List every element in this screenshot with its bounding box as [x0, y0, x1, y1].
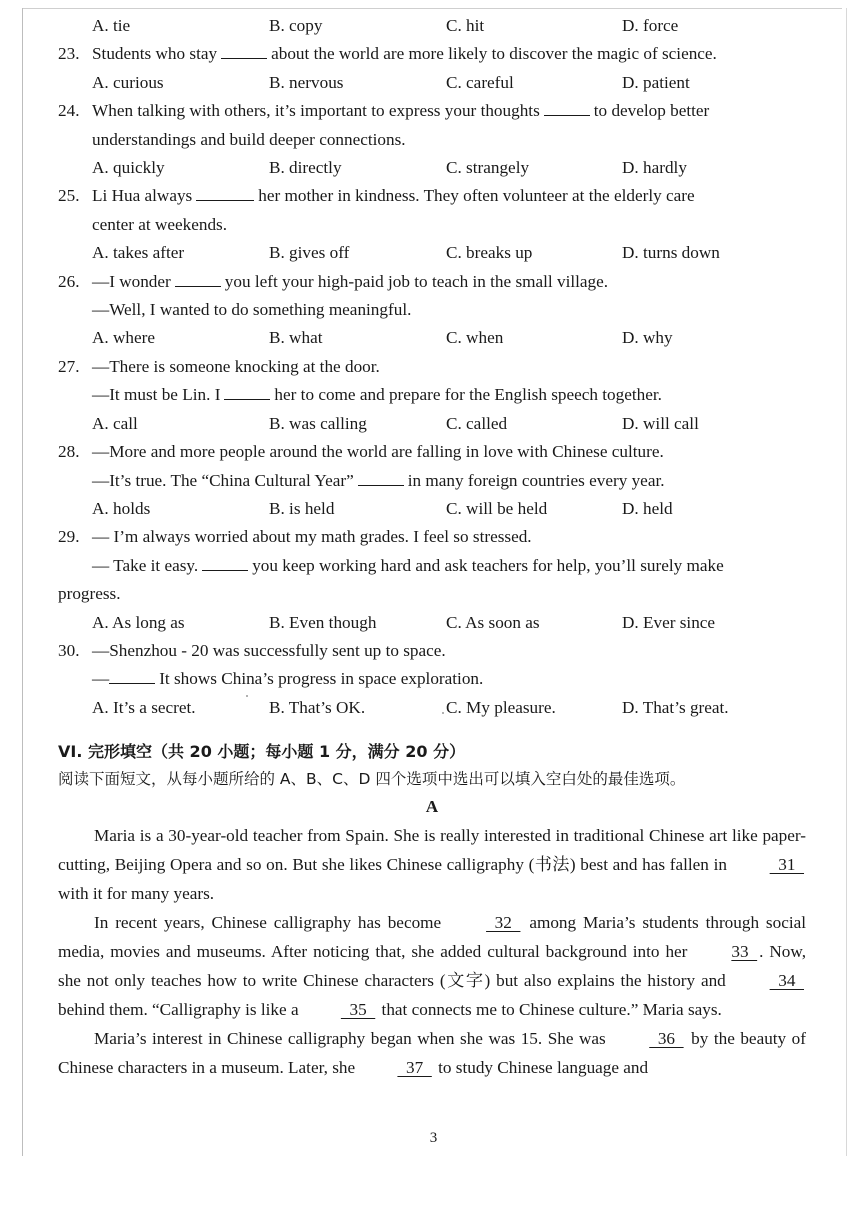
question-options: [58, 609, 806, 637]
option-d[interactable]: D. turns down: [622, 243, 720, 263]
cloze-blank-33[interactable]: 33: [731, 942, 758, 962]
question-26: [58, 268, 806, 353]
question-options: [58, 69, 806, 97]
answer-blank[interactable]: [358, 469, 404, 486]
page-border-right: [846, 8, 847, 1156]
question-text-continued: understandings and build deeper connections.: [92, 129, 406, 149]
page-number: 3: [429, 1130, 438, 1146]
option-a[interactable]: A. where: [92, 328, 155, 348]
cloze-blank-34[interactable]: 34: [769, 971, 804, 991]
option-b[interactable]: B. That’s OK.: [269, 697, 366, 717]
question-24: [58, 97, 806, 182]
question-text-continued: progress.: [58, 584, 121, 604]
exam-content: [58, 12, 806, 1082]
scan-speck: [442, 712, 444, 714]
answer-blank[interactable]: [109, 667, 155, 684]
option-c[interactable]: C. when: [446, 328, 504, 348]
option-b[interactable]: B. copy: [269, 16, 323, 35]
option-c[interactable]: C. will be held: [446, 498, 548, 518]
option-a[interactable]: A. holds: [92, 498, 151, 518]
answer-blank[interactable]: [175, 270, 221, 287]
dialogue-line: —There is someone knocking at the door.: [92, 356, 380, 376]
option-a[interactable]: A. quickly: [92, 158, 165, 178]
question-options: [58, 694, 806, 722]
question-text: —It must be Lin. I her to come and prepare for the English speech together.: [92, 385, 662, 405]
question-options: [58, 324, 806, 352]
option-b[interactable]: B. Even though: [269, 612, 377, 632]
answer-blank[interactable]: [544, 99, 590, 116]
question-25: [58, 182, 806, 267]
question-number: 23.: [58, 44, 80, 64]
option-c[interactable]: C. strangely: [446, 158, 530, 178]
option-c[interactable]: C. My pleasure.: [446, 697, 556, 717]
dialogue-line: —More and more people around the world are falling in love with Chinese culture.: [92, 442, 664, 462]
option-c[interactable]: C. breaks up: [446, 243, 533, 263]
option-a[interactable]: A. It’s a secret.: [92, 697, 196, 717]
question-30: [58, 637, 806, 722]
question-options: [58, 239, 806, 267]
page-border-top: [22, 8, 842, 9]
option-b[interactable]: B. was calling: [269, 413, 367, 433]
option-c[interactable]: C. hit: [446, 16, 485, 35]
option-a[interactable]: A. curious: [92, 72, 164, 92]
passage-paragraph-2: In recent years, Chinese calligraphy has become 32 among Maria’s students through social media, movies and museums. After noticing that, she added cultural background into her 33 . Now, she not only teaches how to write Chinese characters (文字) but also explains the history and 34 behind them. “Calligraphy is like a 35 that connects me to Chinese culture.” Maria says.: [58, 908, 806, 1024]
option-c[interactable]: C. As soon as: [446, 612, 540, 632]
option-d[interactable]: D. Ever since: [622, 612, 716, 632]
section-heading: VI. 完形填空（共 20 小题；每小题 1 分，满分 20 分）: [58, 742, 466, 762]
answer-blank[interactable]: [224, 383, 270, 400]
option-d[interactable]: D. force: [622, 16, 679, 35]
q22-options: [58, 12, 806, 40]
page-border-left: [22, 8, 23, 1156]
question-text-continued: center at weekends.: [92, 214, 228, 234]
passage-paragraph-1: Maria is a 30-year-old teacher from Spain. She is really interested in traditional Chinese art like paper-cutting, Beijing Opera and so on. But she likes Chinese calligraphy (书法) best and has fallen in 31 with it for many years.: [58, 826, 806, 904]
option-b[interactable]: B. what: [269, 328, 323, 348]
option-a[interactable]: A. As long as: [92, 612, 185, 632]
answer-blank[interactable]: [202, 554, 248, 571]
question-number: 27.: [58, 356, 80, 376]
option-b[interactable]: B. is held: [269, 498, 335, 518]
question-text: — It shows China’s progress in space exploration.: [92, 669, 484, 689]
question-number: 25.: [58, 186, 80, 206]
question-23: [58, 40, 806, 97]
cloze-blank-35[interactable]: 35: [340, 1000, 376, 1020]
option-d[interactable]: D. hardly: [622, 158, 687, 178]
question-options: [58, 495, 806, 523]
question-number: 26.: [58, 271, 80, 291]
question-28: [58, 438, 806, 523]
dialogue-line: —Shenzhou - 20 was successfully sent up to space.: [92, 640, 446, 660]
question-number: 24.: [58, 101, 80, 121]
option-d[interactable]: D. why: [622, 328, 673, 348]
question-number: 30.: [58, 640, 80, 660]
question-text: —It’s true. The “China Cultural Year” in many foreign countries every year.: [92, 470, 665, 490]
option-d[interactable]: D. will call: [622, 413, 699, 433]
option-d[interactable]: D. That’s great.: [622, 697, 729, 717]
question-text: Students who stay about the world are more likely to discover the magic of science.: [92, 44, 717, 64]
option-b[interactable]: B. gives off: [269, 243, 350, 263]
question-number: 29.: [58, 527, 80, 547]
answer-blank[interactable]: [221, 42, 267, 59]
option-c[interactable]: C. called: [446, 413, 508, 433]
option-a[interactable]: A. takes after: [92, 243, 185, 263]
cloze-blank-36[interactable]: 36: [649, 1029, 684, 1049]
passage-paragraph-3: Maria’s interest in Chinese calligraphy began when she was 15. She was 36 by the beauty of Chinese characters in a museum. Later, she 37 to study Chinese language and: [58, 1024, 806, 1082]
option-b[interactable]: B. directly: [269, 158, 342, 178]
passage-title: A: [425, 797, 439, 817]
cloze-blank-31[interactable]: 31: [769, 855, 805, 875]
question-options: [58, 154, 806, 182]
question-options: [58, 410, 806, 438]
dialogue-line: — I’m always worried about my math grades. I feel so stressed.: [92, 527, 532, 547]
question-27: [58, 353, 806, 438]
option-d[interactable]: D. patient: [622, 72, 690, 92]
section-instruction: 阅读下面短文，从每小题所给的 A、B、C、D 四个选项中选出可以填入空白处的最佳选项。: [58, 770, 686, 789]
question-text: —I wonder you left your high-paid job to teach in the small village.: [92, 271, 609, 291]
cloze-blank-37[interactable]: 37: [397, 1058, 432, 1078]
option-c[interactable]: C. careful: [446, 72, 514, 92]
scan-speck: [246, 695, 248, 697]
question-text: — Take it easy. you keep working hard and ask teachers for help, you’ll surely make: [92, 555, 724, 575]
option-a[interactable]: A. tie: [92, 16, 131, 35]
dialogue-line: —Well, I wanted to do something meaningful.: [92, 300, 412, 320]
option-a[interactable]: A. call: [92, 413, 138, 433]
cloze-blank-32[interactable]: 32: [486, 913, 521, 933]
question-text: Li Hua always her mother in kindness. They often volunteer at the elderly care: [92, 186, 695, 206]
answer-blank[interactable]: [196, 184, 254, 201]
option-d[interactable]: D. held: [622, 498, 673, 518]
question-text: When talking with others, it’s important to express your thoughts to develop better: [92, 101, 710, 121]
question-29: [58, 523, 806, 637]
option-b[interactable]: B. nervous: [269, 72, 344, 92]
question-number: 28.: [58, 442, 80, 462]
